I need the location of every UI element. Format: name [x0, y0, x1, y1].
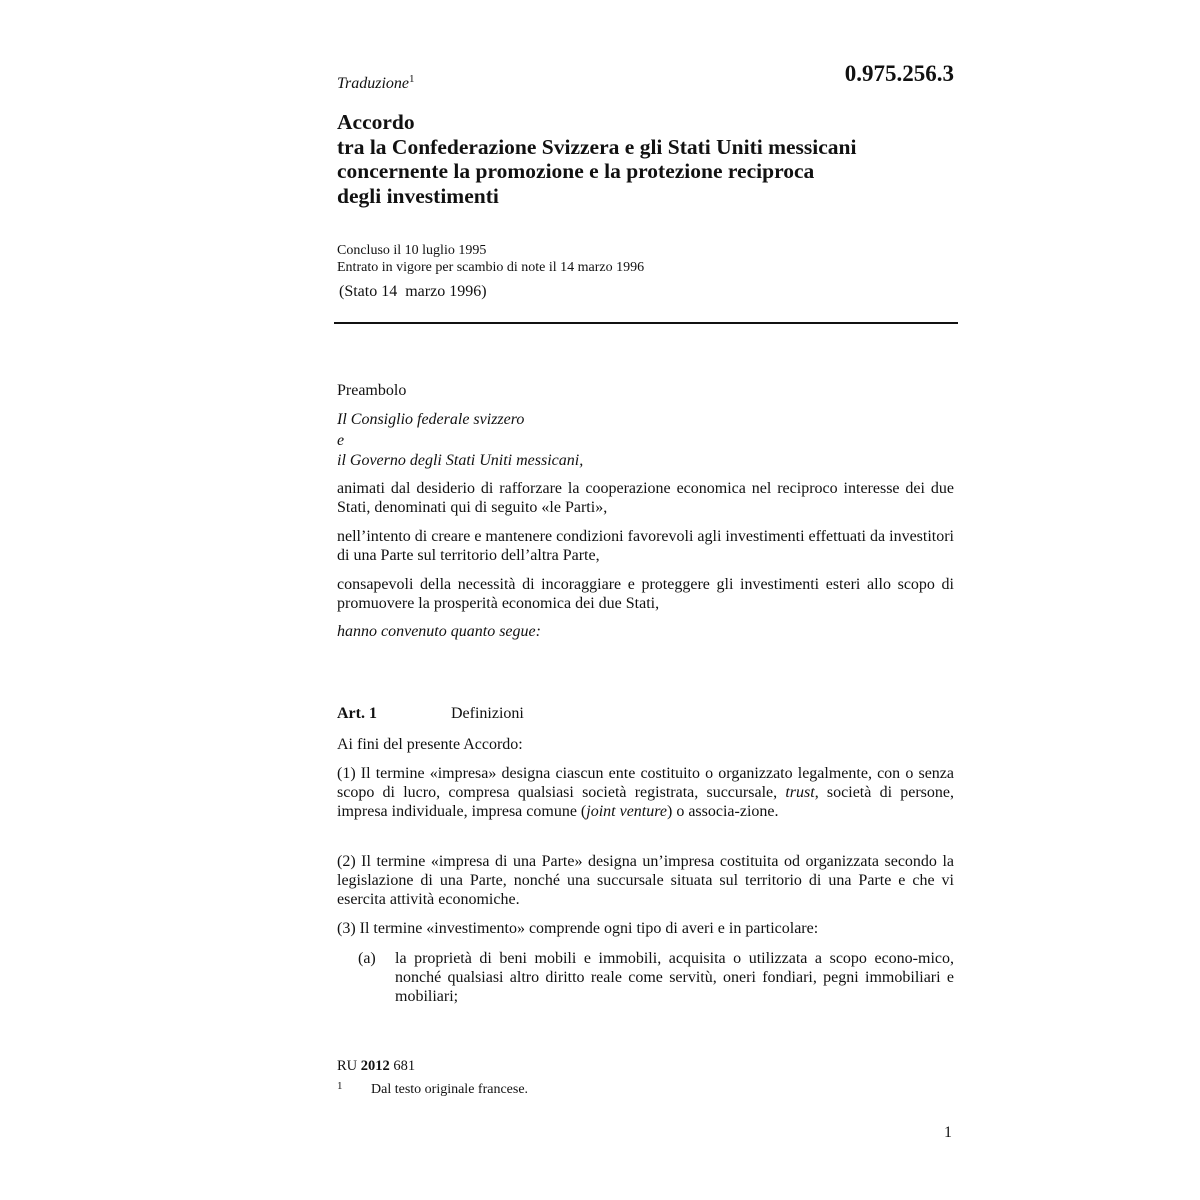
joint-venture-term: joint venture [586, 803, 667, 820]
article-title: Definizioni [451, 705, 524, 722]
header-divider [334, 322, 958, 324]
paragraph-1-text-c: ) o associa-zione. [666, 803, 779, 820]
title-line-1: Accordo [337, 110, 415, 134]
preamble-party-1: Il Consiglio federale svizzero [337, 411, 525, 428]
ru-page: 681 [393, 1058, 416, 1074]
article-intro: Ai fini del presente Accordo: [337, 736, 523, 753]
paragraph-1-text-b: , società di persone, impresa individuale, impresa comune ( [337, 784, 954, 820]
preamble-paragraph-3: consapevoli della necessità di incoraggiare e proteggere gli investimenti esteri allo scopo di promuovere la prosperità economica dei due Stati, [337, 576, 954, 612]
paragraph-1-text-a: (1) Il termine «impresa» designa ciascun ente costituito o organizzato legalmente, con o senza scopo di lucro, compresa qualsiasi società registrata, succursale, [337, 765, 954, 801]
subparagraph-letter: (a) [358, 950, 376, 967]
article-paragraph-3: (3) Il termine «investimento» comprende ogni tipo di averi e in particolare: [337, 920, 819, 937]
preamble-party-2: il Governo degli Stati Uniti messicani, [337, 452, 584, 469]
sr-number: 0.975.256.3 [844, 61, 954, 86]
translation-text: Traduzione [337, 75, 410, 92]
preamble-heading: Preambolo [337, 382, 407, 399]
entry-into-force: Entrato in vigore per scambio di note il 14 marzo 1996 [337, 260, 645, 275]
document-title [337, 110, 977, 208]
translation-label [337, 73, 415, 93]
footnote-number: 1 [337, 1080, 343, 1092]
article-heading [337, 705, 524, 723]
page-number: 1 [944, 1124, 952, 1141]
footnote-text: Dal testo originale francese. [371, 1082, 529, 1097]
article-paragraph-1 [337, 764, 954, 821]
title-line-3: concernente la promozione e la protezione reciproca [337, 159, 815, 183]
title-line-4: degli investimenti [337, 183, 499, 208]
article-number: Art. 1 [337, 705, 377, 722]
state-date: (Stato 14 marzo 1996) [339, 283, 487, 300]
preamble-paragraph-2: nell’intento di creare e mantenere condizioni favorevoli agli investimenti effettuati da investitori di una Parte sul territorio dell’altra Parte, [337, 528, 954, 564]
preamble-paragraph-1: animati dal desiderio di rafforzare la cooperazione economica nel reciproco interesse dei due Stati, denominati qui di seguito «le Parti», [337, 480, 954, 516]
footnote [337, 1080, 528, 1098]
ru-reference [337, 1058, 415, 1075]
concluded-date: Concluso il 10 luglio 1995 [337, 243, 487, 258]
footnote-marker[interactable]: 1 [409, 73, 415, 85]
ru-year: 2012 [360, 1058, 390, 1074]
article-paragraph-2: (2) Il termine «impresa di una Parte» designa un’impresa costituita od organizzata secondo la legislazione di una Parte, nonché una succursale situata sul territorio di una Parte e che vi esercita attività economiche. [337, 853, 954, 908]
ru-prefix: RU [337, 1058, 358, 1074]
title-line-2: tra la Confederazione Svizzera e gli Stati Uniti messicani [337, 134, 857, 159]
document-metadata [337, 242, 644, 276]
article-subparagraph-a [337, 949, 954, 1006]
trust-term: trust [785, 784, 815, 801]
subparagraph-text: la proprietà di beni mobili e immobili, acquisita o utilizzata a scopo econo-mico, nonché qualsiasi altro diritto reale come servitù, oneri fondiari, pegni immobiliari e mobiliari; [395, 950, 954, 1005]
preamble-conjunction: e [337, 432, 345, 449]
preamble-closing: hanno convenuto quanto segue: [337, 623, 541, 640]
